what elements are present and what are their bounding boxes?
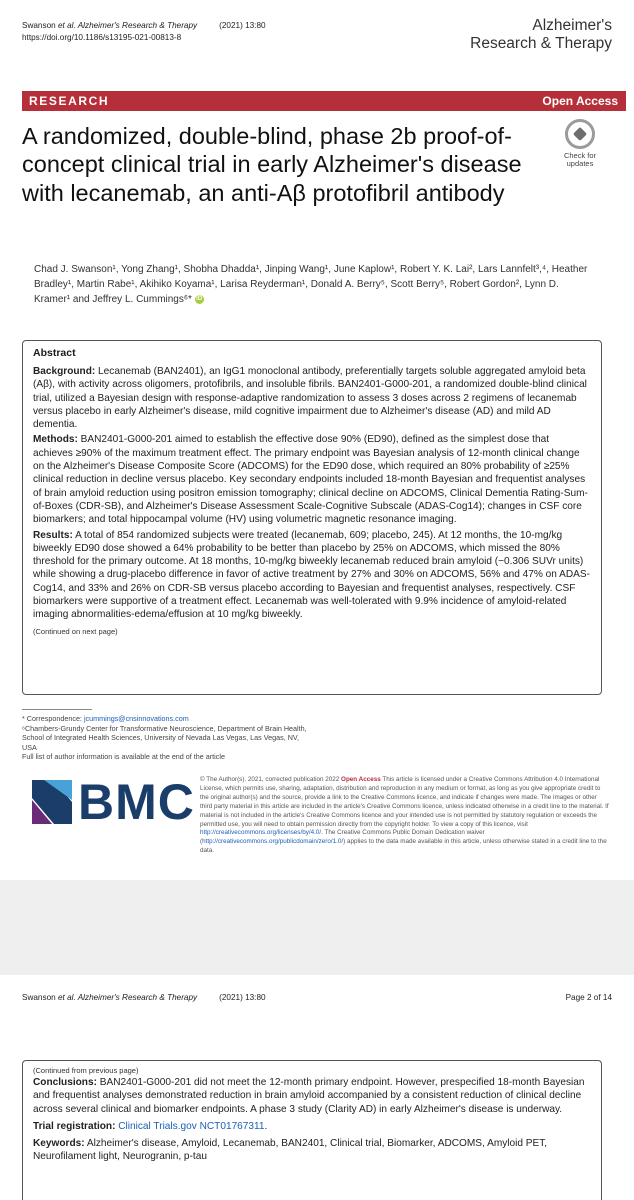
footnote-divider <box>22 709 92 710</box>
citation-header: Swanson et al. Alzheimer's Research & Therapy (2021) 13:80 https://doi.org/10.1186/s13195-021-00813-8 <box>22 21 266 42</box>
doi-link[interactable]: https://doi.org/10.1186/s13195-021-00813-8 <box>22 33 182 42</box>
journal-name: Alzheimer's Research & Therapy <box>470 17 612 52</box>
orcid-icon[interactable]: iD <box>196 296 203 303</box>
open-access-label: Open Access <box>542 94 618 108</box>
continued-note: (Continued on next page) <box>33 626 118 636</box>
footnotes: * Correspondence: jcummings@cnsinnovations.com ⁶Chambers-Grundy Center for Transformative Neuroscience, Department of Brain Health, School of Integrated Health Sciences, University of Nevada Las Vegas, Las Vegas, NV, USA Full list of author information is available at the end of the article <box>22 714 312 762</box>
affiliation: ⁶Chambers-Grundy Center for Transformative Neuroscience, Department of Brain Health, School of Integrated Health Sciences, University of Nevada Las Vegas, Las Vegas, NV, USA <box>22 723 307 752</box>
correspondence-email[interactable]: jcummings@cnsinnovations.com <box>83 714 189 723</box>
continued-from-note: (Continued from previous page) <box>33 1066 139 1075</box>
article-title: A randomized, double-blind, phase 2b proof-of-concept clinical trial in early Alzheimer's disease with lecanemab, an anti-Aβ protofibril antibody <box>22 123 522 206</box>
cc-by-link[interactable]: http://creativecommons.org/licenses/by/4.0/ <box>200 829 322 837</box>
trial-registration-link[interactable]: Clinical Trials.gov NCT01767311 <box>115 1120 265 1132</box>
abstract-heading: Abstract <box>33 347 76 359</box>
bmc-logo: BMC <box>28 772 183 832</box>
author-list: Chad J. Swanson¹, Yong Zhang¹, Shobha Dhadda¹, Jinping Wang¹, June Kaplow¹, Robert Y. K. Lai², Lars Lannfelt³,⁴, Heather Bradley¹, Martin Rabe¹, Akihiko Koyama¹, Larisa Reyderman¹, Donald A. Berry⁵, Scott Berry⁵, Robert Gordon², Lynn D. Kramer¹ and Jeffrey L. Cummings⁶* iD <box>34 264 588 306</box>
bmc-mark-icon <box>32 780 72 824</box>
full-list-note: Full list of author information is available at the end of the article <box>22 752 225 762</box>
section-banner <box>22 91 626 111</box>
abstract-box <box>22 340 602 695</box>
abstract-results: Results: A total of 854 randomized subjects were treated (lecanemab, 609; placebo, 245). At 12 months, the 10-mg/kg biweekly ED90 dose showed a 64% probability to be better than placebo by 25% on ADCOMS, which missed the 80% threshold for the primary outcome. At 18 months, 10-mg/kg biweekly lecanemab reduced brain amyloid (−0.306 SUVr units) while showing a drug-placebo difference in favor of active treatment by 27% and 30% on ADCOMS, 56% and 47% on ADAS-Cog14, and 33% and 26% on CDR-SB versus placebo according to Bayesian and frequentist analyses, respectively. CSF biomarkers were supportive of a treatment effect. Lecanemab was well-tolerated with 9.9% incidence of amyloid-related imaging abnormalities-edema/effusion at 10 mg/kg biweekly. <box>33 529 590 621</box>
trial-registration: Trial registration: Clinical Trials.gov NCT01767311. <box>33 1120 268 1132</box>
page-number: Page 2 of 14 <box>565 993 612 1002</box>
keywords: Keywords: Alzheimer's disease, Amyloid, Lecanemab, BAN2401, Clinical trial, Biomarker, ADCOMS, Amyloid PET, Neurofilament light, Neurogranin, p-tau <box>33 1138 548 1163</box>
cc0-link[interactable]: http://creativecommons.org/publicdomain/zero/1.0/ <box>202 838 344 846</box>
check-for-updates-badge[interactable]: Check for updates <box>554 119 606 168</box>
abstract-conclusions: Conclusions: BAN2401-G000-201 did not meet the 12-month primary endpoint. However, prespecified 18-month Bayesian and frequentist analyses demonstrated reduction in brain amyloid accompanied by a consistent reduction of clinical decline across several clinical and biomarker endpoints. A phase 3 study (Clarity AD) in early Alzheimer's disease is underway. <box>33 1077 585 1115</box>
abstract-methods: Methods: BAN2401-G000-201 aimed to establish the effective dose 90% (ED90), defined as the simplest dose that achieves ≥90% of the maximum treatment effect. The primary endpoint was Bayesian analysis of 12-month clinical change on the Alzheimer's Disease Composite Score (ADCOMS) for the ED90 dose, which required an 80% probability of ≥25% clinical reduction in decline versus placebo. Key secondary endpoints included 18-month Bayesian and frequentist analyses of brain amyloid reduction using positron emission tomography; clinical decline on ADCOMS, Clinical Dementia Rating-Sum-of-Boxes (CDR-SB), and Alzheimer's Disease Assessment Scale-Cognitive Subscale (ADAS-Cog14); changes in CSF core biomarkers; and total hippocampal volume (HV) using volumetric magnetic resonance imaging. <box>33 434 588 526</box>
abstract-background: Background: Lecanemab (BAN2401), an IgG1 monoclonal antibody, preferentially targets soluble aggregated amyloid beta (Aβ), with activity across oligomers, protofibrils, and insoluble fibrils. BAN2401-G000-201, a randomized double-blind clinical trial, utilized a Bayesian design with response-adaptive randomization to assess 3 doses across 2 regimens of lecanemab versus placebo in early Alzheimer's disease, mild cognitive impairment due to Alzheimer's disease (AD) and mild AD dementia. <box>33 366 587 431</box>
section-label: RESEARCH <box>29 94 110 108</box>
page2-citation-header: Swanson et al. Alzheimer's Research & Therapy (2021) 13:80 <box>22 993 266 1002</box>
abstract-continued-box <box>22 1060 602 1200</box>
crossmark-icon <box>565 119 595 149</box>
license-text: © The Author(s). 2021, corrected publication 2022 Open Access This article is licensed under a Creative Commons Attribution 4.0 International License, which permits use, sharing, adaptation, distribution and reproduction in any medium or format, as long as you give appropriate credit to the original author(s) and the source, provide a link to the Creative Commons licence, and indicate if changes were made. The images or other third party material in this article are included in the article's Creative Commons licence, unless indicated otherwise in a credit line to the material. If material is not included in the article's Creative Commons licence and your intended use is not permitted by statutory regulation or exceeds the permitted use, you will need to obtain permission directly from the copyright holder. To view a copy of this licence, visit http://creativecommons.org/licenses/by/4.0/. The Creative Commons Public Domain Dedication waiver (http://creativecommons.org/publicdomain/zero/1.0/) applies to the data made available in this article, unless otherwise stated in a credit line to the data. <box>200 776 609 855</box>
page-gap <box>0 880 634 975</box>
